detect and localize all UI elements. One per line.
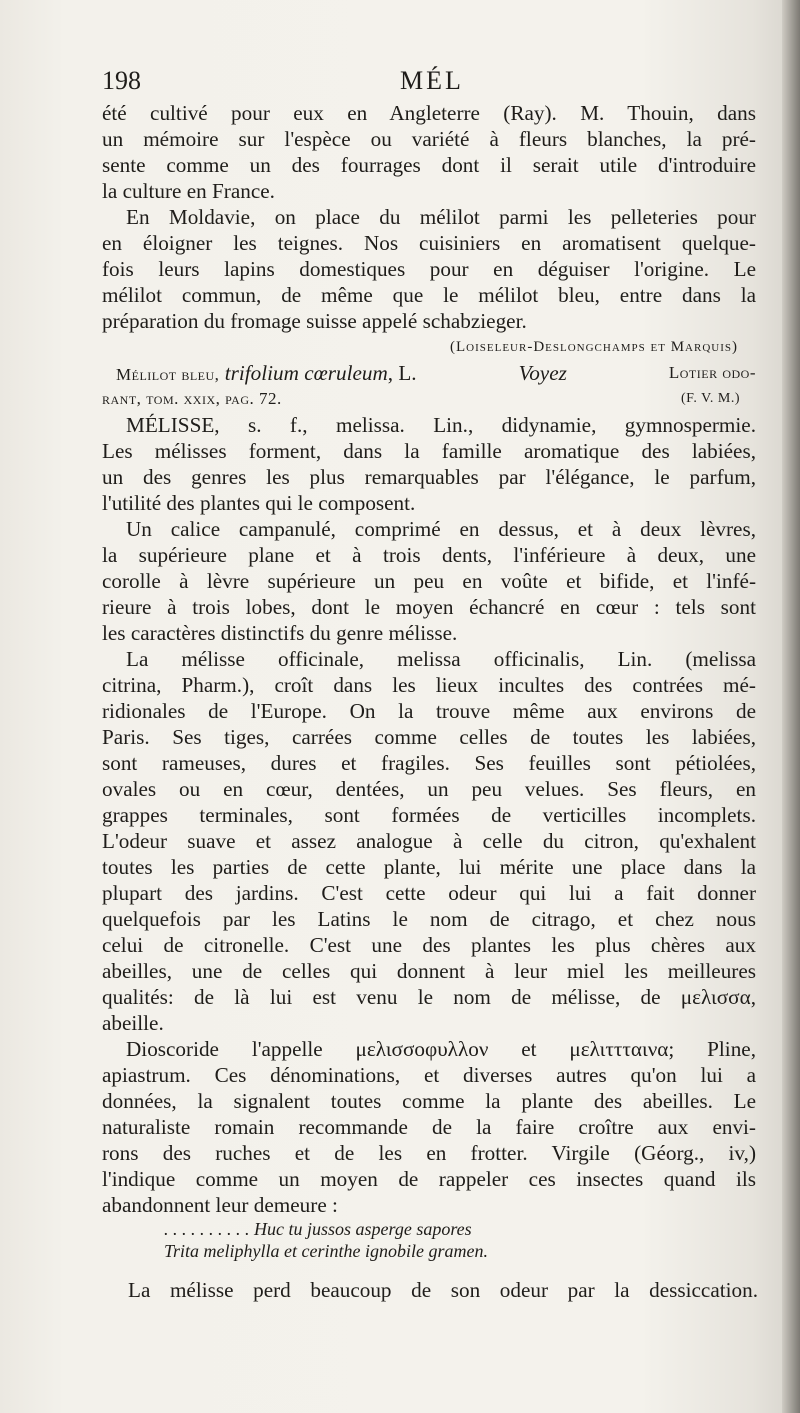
text-line: fois leurs lapins domestiques pour en déguiser l'origine. Le xyxy=(102,257,756,281)
author-signature: (Loiseleur-Deslongchamps et Marquis) xyxy=(450,339,738,355)
text-line: Paris. Ses tiges, carrées comme celles de toutes les labiées, xyxy=(102,725,756,749)
text-line: un des genres les plus remarquables par l'élégance, le parfum, xyxy=(102,465,756,489)
text-line: abeilles, une de celles qui donnent à leur miel les meilleures xyxy=(102,959,756,983)
text-line: plupart des jardins. C'est cette odeur qui lui a fait donner xyxy=(102,881,756,905)
text-line: apiastrum. Ces dénominations, et diverses autres qu'on lui a xyxy=(102,1063,756,1087)
melilot-entry-line-2 xyxy=(102,386,756,412)
entry-signature: (F. V. M.) xyxy=(681,391,740,406)
verse-line: Trita meliphylla et cerinthe ignobile gramen. xyxy=(164,1241,488,1261)
text-line: mélilot commun, de même que le mélilot bleu, entre dans la xyxy=(102,283,756,307)
text-line: quelquefois par les Latins le nom de citrago, et chez nous xyxy=(102,907,756,931)
text-line: ridionales de l'Europe. On la trouve même aux environs de xyxy=(102,699,756,723)
text-line: citrina, Pharm.), croît dans les lieux incultes des contrées mé- xyxy=(102,673,756,697)
cross-ref-term: Lotier odo- xyxy=(668,363,756,382)
text-line: rons des ruches et de les en frotter. Virgile (Géorg., iv,) xyxy=(102,1141,756,1165)
text-line: abandonnent leur demeure : xyxy=(102,1193,338,1217)
text-line: sont rameuses, dures et fragiles. Ses feuilles sont pétiolées, xyxy=(102,751,756,775)
text-line: la supérieure plane et à trois dents, l'inférieure à deux, une xyxy=(102,543,756,567)
text-line: abeille. xyxy=(102,1011,164,1035)
text-line: La mélisse officinale, melissa officinalis, Lin. (melissa xyxy=(126,647,756,671)
entry-heading-line: MÉLISSE, s. f., melissa. Lin., didynamie, gymnospermie. xyxy=(126,413,756,437)
running-head: MÉL xyxy=(400,66,464,95)
text-line: les caractères distinctifs du genre mélisse. xyxy=(102,621,458,645)
page-header xyxy=(102,66,762,100)
text-line: naturaliste romain recommande de la faire croître aux envi- xyxy=(102,1115,756,1139)
entry-latin: trifolium cœruleum xyxy=(224,361,388,385)
cross-ref-label: Voyez xyxy=(518,361,567,385)
entry-abbr: , L. xyxy=(387,361,417,385)
melilot-entry-line-1 xyxy=(102,360,756,386)
text-line: Dioscoride l'appelle μελισσοφυλλον et μελιττταινα; Pline, xyxy=(126,1037,756,1061)
text-line: En Moldavie, on place du mélilot parmi les pelleteries pour xyxy=(126,205,756,229)
page-gutter-shadow xyxy=(782,0,800,1413)
text-line: corolle à lèvre supérieure un peu en voûte et bifide, et l'infé- xyxy=(102,569,756,593)
text-line: données, la signalent toutes comme la plante des abeilles. Le xyxy=(102,1089,756,1113)
text-line: grappes terminales, sont formées de verticilles incomplets. xyxy=(102,803,756,827)
page-number: 198 xyxy=(102,66,141,95)
cross-ref-location: rant, tom. xxix, pag. 72. xyxy=(102,389,282,408)
entry-term: Mélilot bleu, xyxy=(116,365,220,384)
text-line: l'utilité des plantes qui le composent. xyxy=(102,491,416,515)
verse-line: . . . . . . . . . . Huc tu jussos asperge sapores xyxy=(164,1219,472,1239)
text-line: L'odeur suave et assez analogue à celle du citron, qu'exhalent xyxy=(102,829,756,853)
body-text xyxy=(102,100,756,1218)
text-line: Un calice campanulé, comprimé en dessus, et à deux lèvres, xyxy=(126,517,756,541)
text-line: en éloigner les teignes. Nos cuisiniers en aromatisent quelque- xyxy=(102,231,756,255)
text-line: rieure à trois lobes, dont le moyen échancré en cœur : tels sont xyxy=(102,595,756,619)
text-line: un mémoire sur l'espèce ou variété à fleurs blanches, la pré- xyxy=(102,127,756,151)
text-line: qualités: de là lui est venu le nom de mélisse, de μελισσα, xyxy=(102,985,756,1009)
text-line: Les mélisses forment, dans la famille aromatique des labiées, xyxy=(102,439,756,463)
text-line: ovales ou en cœur, dentées, un peu velues. Ses fleurs, en xyxy=(102,777,756,801)
text-line: été cultivé pour eux en Angleterre (Ray). M. Thouin, dans xyxy=(102,101,756,125)
text-line: préparation du fromage suisse appelé schabzieger. xyxy=(102,309,527,333)
text-line: sente comme un des fourrages dont il serait utile d'introduire xyxy=(102,153,756,177)
text-line: toutes les parties de cette plante, lui mérite une place dans la xyxy=(102,855,756,879)
text-line: celui de citronelle. C'est une des plantes les plus chères aux xyxy=(102,933,756,957)
text-line: la culture en France. xyxy=(102,179,275,203)
text-line: l'indique comme un moyen de rappeler ces insectes quand ils xyxy=(102,1167,756,1191)
closing-line: La mélisse perd beaucoup de son odeur par la dessiccation. xyxy=(128,1278,758,1302)
verse-quotation xyxy=(102,1218,756,1262)
